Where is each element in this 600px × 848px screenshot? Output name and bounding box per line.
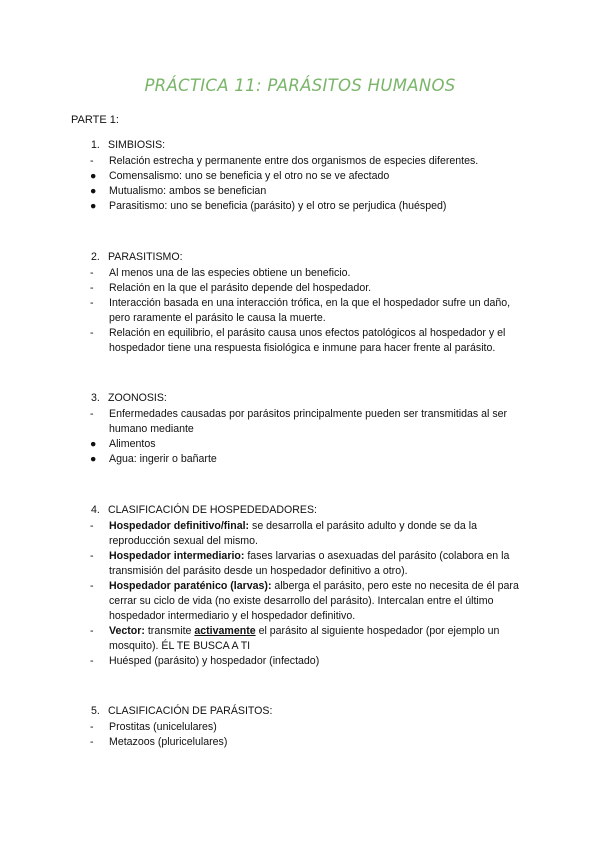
list-item <box>0 579 529 624</box>
section-heading <box>91 139 165 151</box>
page-title: PRÁCTICA 11: PARÁSITOS HUMANOS <box>144 76 456 95</box>
section-title: SIMBIOSIS: <box>108 139 166 151</box>
term-description-continued: el parásito al siguiente hospedador (por ejemplo un mosquito). ÉL TE BUSCA A TI <box>109 625 500 652</box>
bullet-icon: ● <box>90 438 97 450</box>
term-label: Hospedador paraténico (larvas): <box>109 580 272 592</box>
item-text: Alimentos <box>109 438 156 450</box>
item-text: Al menos una de las especies obtiene un beneficio. <box>109 267 351 279</box>
dash-marker: - <box>90 327 94 339</box>
item-text: Parasitismo: uno se beneficia (parásito) y el otro se perjudica (huésped) <box>109 200 447 212</box>
list-item <box>0 452 529 467</box>
list-item <box>0 407 529 437</box>
dash-marker: - <box>90 155 94 167</box>
item-text: Mutualismo: ambos se benefician <box>109 185 267 197</box>
bullet-icon: ● <box>90 453 97 465</box>
list-item <box>0 735 529 750</box>
list-item <box>0 281 529 296</box>
dash-marker: - <box>90 282 94 294</box>
item-text: Comensalismo: uno se beneficia y el otro no se ve afectado <box>109 170 390 182</box>
bullet-icon: ● <box>90 170 97 182</box>
item-text: Relación estrecha y permanente entre dos organismos de especies diferentes. <box>109 155 479 167</box>
dash-marker: - <box>90 267 94 279</box>
item-text: Prostitas (unicelulares) <box>109 721 217 733</box>
item-text <box>109 549 529 579</box>
dash-marker: - <box>90 520 94 532</box>
item-text <box>109 579 529 624</box>
item-text: Huésped (parásito) y hospedador (infectado) <box>109 655 320 667</box>
list-item <box>0 296 529 326</box>
term-label: Hospedador definitivo/final: <box>109 520 250 532</box>
dash-marker: - <box>90 408 94 420</box>
bullet-icon: ● <box>90 200 97 212</box>
dash-marker: - <box>90 297 94 309</box>
section-heading <box>91 392 167 404</box>
list-item <box>0 184 529 199</box>
item-text: Metazoos (pluricelulares) <box>109 736 228 748</box>
dash-marker: - <box>90 580 94 592</box>
item-text: Relación en la que el parásito depende del hospedador. <box>109 282 372 294</box>
dash-marker: - <box>90 655 94 667</box>
term-description: transmite <box>144 625 195 637</box>
list-item <box>0 169 529 184</box>
bullet-icon: ● <box>90 185 97 197</box>
term-description: fases larvarias o asexuadas del parásito (colabora en la transmisión del parásito desde un hospedador definitivo a otro). <box>109 550 510 577</box>
dash-marker: - <box>90 736 94 748</box>
section-title: PARASITISMO: <box>108 251 183 263</box>
emphasized-word: activamente <box>194 625 256 637</box>
section-title: CLASIFICACIÓN DE PARÁSITOS: <box>108 705 273 717</box>
section-heading <box>91 705 272 717</box>
dash-marker: - <box>90 625 94 637</box>
section-number: 4. <box>91 504 100 516</box>
term-description: se desarrolla el parásito adulto y donde se da la reproducción sexual del mismo. <box>109 520 477 547</box>
section-title: ZOONOSIS: <box>108 392 167 404</box>
section-heading <box>91 504 317 516</box>
section-number: 5. <box>91 705 100 717</box>
item-text <box>109 624 529 654</box>
dash-marker: - <box>90 550 94 562</box>
dash-marker: - <box>90 721 94 733</box>
list-item <box>0 624 529 654</box>
list-item <box>0 326 529 356</box>
section-number: 2. <box>91 251 100 263</box>
list-item <box>0 654 529 669</box>
list-item <box>0 437 529 452</box>
item-text: Relación en equilibrio, el parásito causa unos efectos patológicos al hospedador y el hospedador tiene una respuesta fisiológica e inmune para hacer frente al parásito. <box>109 327 506 354</box>
list-item <box>0 549 529 579</box>
part-label: PARTE 1: <box>71 114 119 126</box>
list-item <box>0 154 529 169</box>
list-item <box>0 266 529 281</box>
section-number: 3. <box>91 392 100 404</box>
list-item <box>0 199 529 214</box>
item-text: Enfermedades causadas por parásitos principalmente pueden ser transmitidas al ser humano mediante <box>109 408 508 435</box>
term-label: Vector: <box>109 625 145 637</box>
list-item <box>0 720 529 735</box>
list-item <box>0 519 529 549</box>
item-text <box>109 519 529 549</box>
item-text: Interacción basada en una interacción trófica, en la que el hospedador sufre un daño, pero raramente el parásito le causa la muerte. <box>109 297 511 324</box>
term-label: Hospedador intermediario: <box>109 550 245 562</box>
section-number: 1. <box>91 139 100 151</box>
section-heading <box>91 251 183 263</box>
section-title: CLASIFICACIÓN DE HOSPEDEDADORES: <box>108 504 317 516</box>
item-text: Agua: ingerir o bañarte <box>109 453 217 465</box>
term-description: alberga el parásito, pero este no necesita de él para cerrar su ciclo de vida (no existe desarrollo del parásito). Intercalan entre el último hospedador intermediario y el hospedador definitivo. <box>109 580 519 622</box>
